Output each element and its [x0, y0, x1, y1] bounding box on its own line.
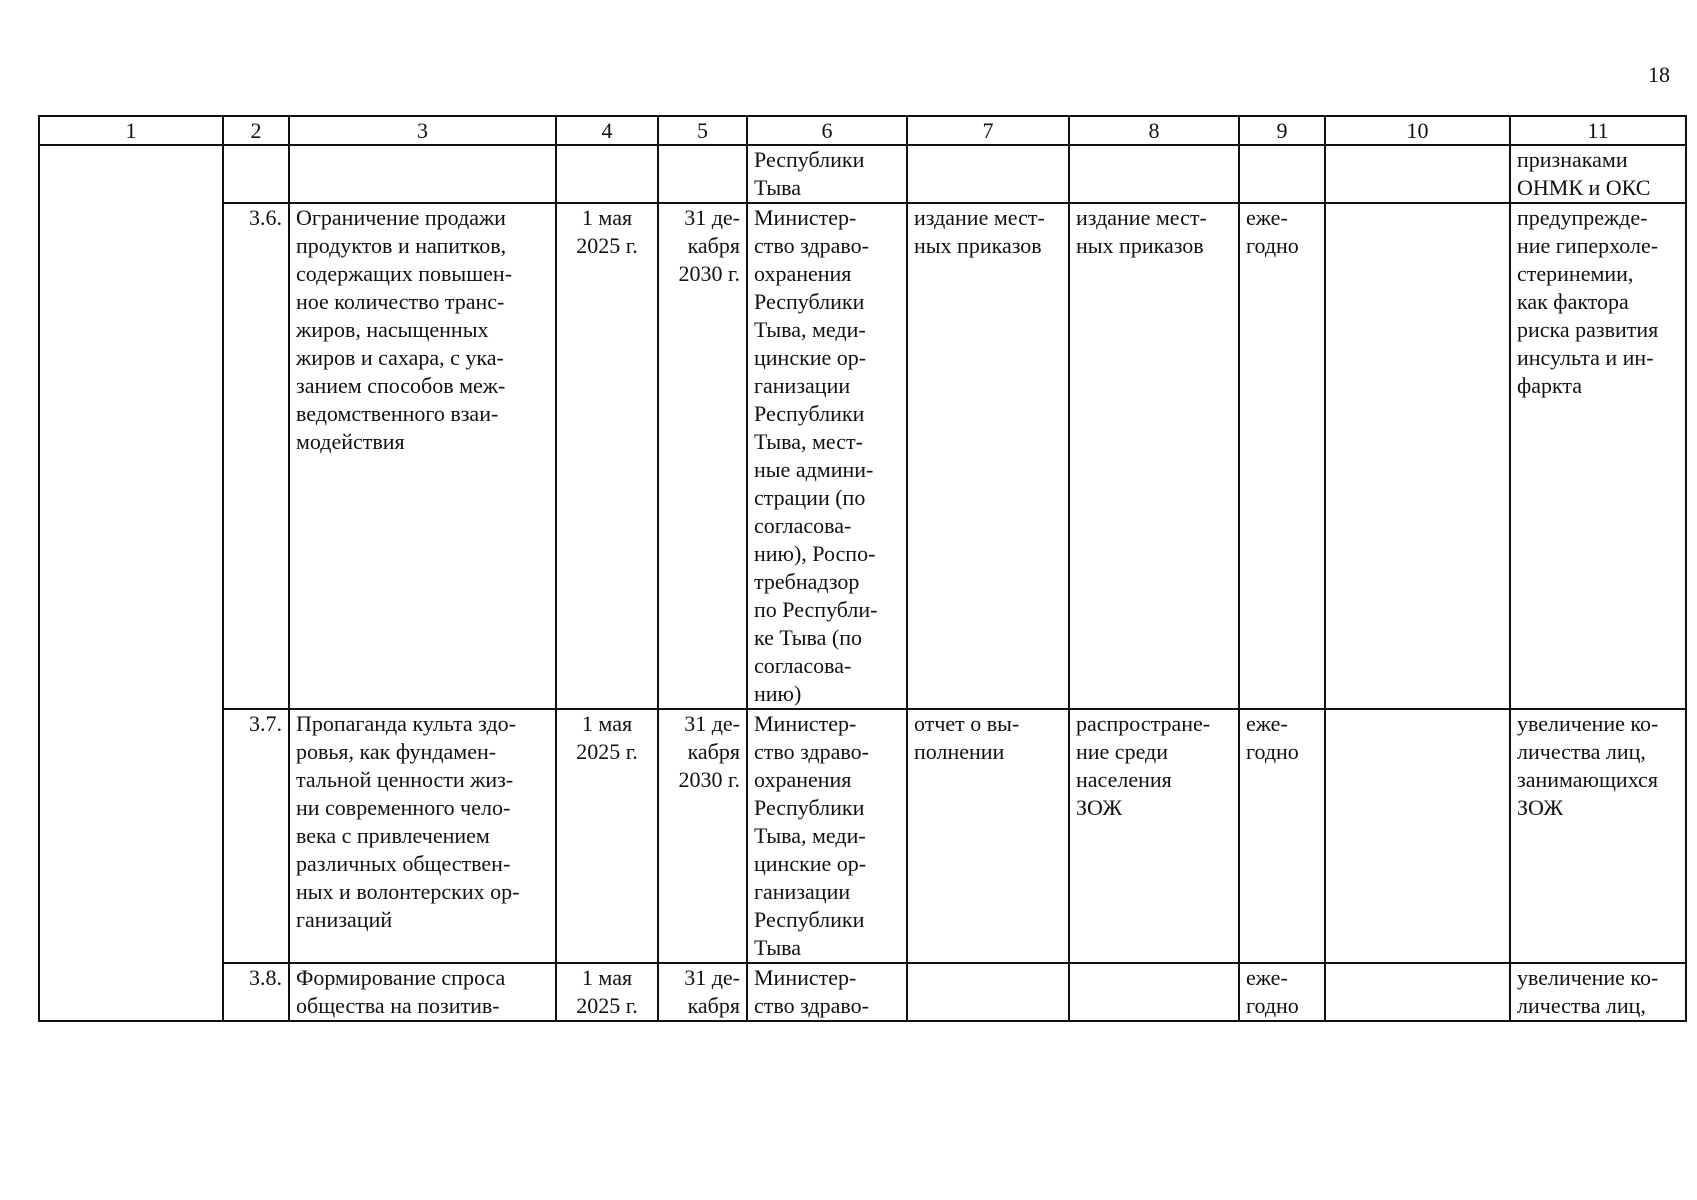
item-number: 3.8. — [223, 963, 289, 1021]
column-header: 6 — [747, 116, 907, 145]
table-cell — [907, 145, 1069, 203]
table-cell — [39, 145, 223, 203]
table-cell — [1325, 963, 1510, 1021]
table-cell — [39, 203, 223, 709]
measure-description: Формирование спроса общества на позитив- — [289, 963, 556, 1021]
measure-description: Пропаганда культа здо- ровья, как фундамен- тальной ценности жиз- ни современного чело- века с привлечением различных обществен- ных и волонтерских ор- ганизаций — [289, 709, 556, 963]
column-header: 4 — [556, 116, 658, 145]
table-cell: распростране- ние среди населения ЗОЖ — [1069, 709, 1239, 963]
expected-result: предупрежде- ние гиперхоле- стеринемии, как фактора риска развития инсульта и ин- фаркта — [1510, 203, 1686, 709]
table-cell — [1325, 145, 1510, 203]
table-cell — [1069, 963, 1239, 1021]
table-cell: Республики Тыва — [747, 145, 907, 203]
periodicity: еже- годно — [1239, 963, 1325, 1021]
item-number: 3.7. — [223, 709, 289, 963]
column-header: 1 — [39, 116, 223, 145]
column-header: 10 — [1325, 116, 1510, 145]
table-row-3-7 — [39, 709, 1686, 963]
end-date: 31 де- кабря 2030 г. — [658, 709, 747, 963]
table-cell — [658, 145, 747, 203]
table-cell: отчет о вы- полнении — [907, 709, 1069, 963]
page-number: 18 — [1648, 62, 1670, 87]
measure-description: Ограничение продажи продуктов и напитков, содержащих повышен- ное количество транс- жиров, насыщенных жиров и сахара, с ука- занием способов меж- ведомственного взаи- модействия — [289, 203, 556, 709]
start-date: 1 мая 2025 г. — [556, 963, 658, 1021]
table-cell — [1325, 203, 1510, 709]
table-cell — [556, 145, 658, 203]
table-cell — [289, 145, 556, 203]
responsible-executor: Министер- ство здраво- — [747, 963, 907, 1021]
table-cell: издание мест- ных приказов — [907, 203, 1069, 709]
column-header: 11 — [1510, 116, 1686, 145]
end-date: 31 де- кабря 2030 г. — [658, 203, 747, 709]
table-cell — [1239, 145, 1325, 203]
table-cell: издание мест- ных приказов — [1069, 203, 1239, 709]
column-header: 2 — [223, 116, 289, 145]
table-row-3-8 — [39, 963, 1686, 1021]
table-cell — [39, 709, 223, 963]
column-header: 8 — [1069, 116, 1239, 145]
column-header: 5 — [658, 116, 747, 145]
table-cell — [1325, 709, 1510, 963]
responsible-executor: Министер- ство здраво- охранения Республики Тыва, меди- цинские ор- ганизации Республики Тыва, мест- ные админи- страции (по согласова- нию), Роспо- требнадзор по Республи- ке Тыва (по согласова- нию) — [747, 203, 907, 709]
expected-result: увеличение ко- личества лиц, — [1510, 963, 1686, 1021]
item-number: 3.6. — [223, 203, 289, 709]
column-number-row — [39, 116, 1686, 145]
responsible-executor: Министер- ство здраво- охранения Республики Тыва, меди- цинские ор- ганизации Республики Тыва — [747, 709, 907, 963]
table-row-3-6 — [39, 203, 1686, 709]
expected-result: увеличение ко- личества лиц, занимающихся ЗОЖ — [1510, 709, 1686, 963]
end-date: 31 де- кабря — [658, 963, 747, 1021]
start-date: 1 мая 2025 г. — [556, 203, 658, 709]
table-cell: признаками ОНМК и ОКС — [1510, 145, 1686, 203]
start-date: 1 мая 2025 г. — [556, 709, 658, 963]
table-cell — [1069, 145, 1239, 203]
table-cell — [223, 145, 289, 203]
measures-table — [38, 115, 1687, 1022]
periodicity: еже- годно — [1239, 709, 1325, 963]
table-cell — [39, 963, 223, 1021]
periodicity: еже- годно — [1239, 203, 1325, 709]
table-row-continuation — [39, 145, 1686, 203]
column-header: 7 — [907, 116, 1069, 145]
column-header: 9 — [1239, 116, 1325, 145]
column-header: 3 — [289, 116, 556, 145]
table-cell — [907, 963, 1069, 1021]
